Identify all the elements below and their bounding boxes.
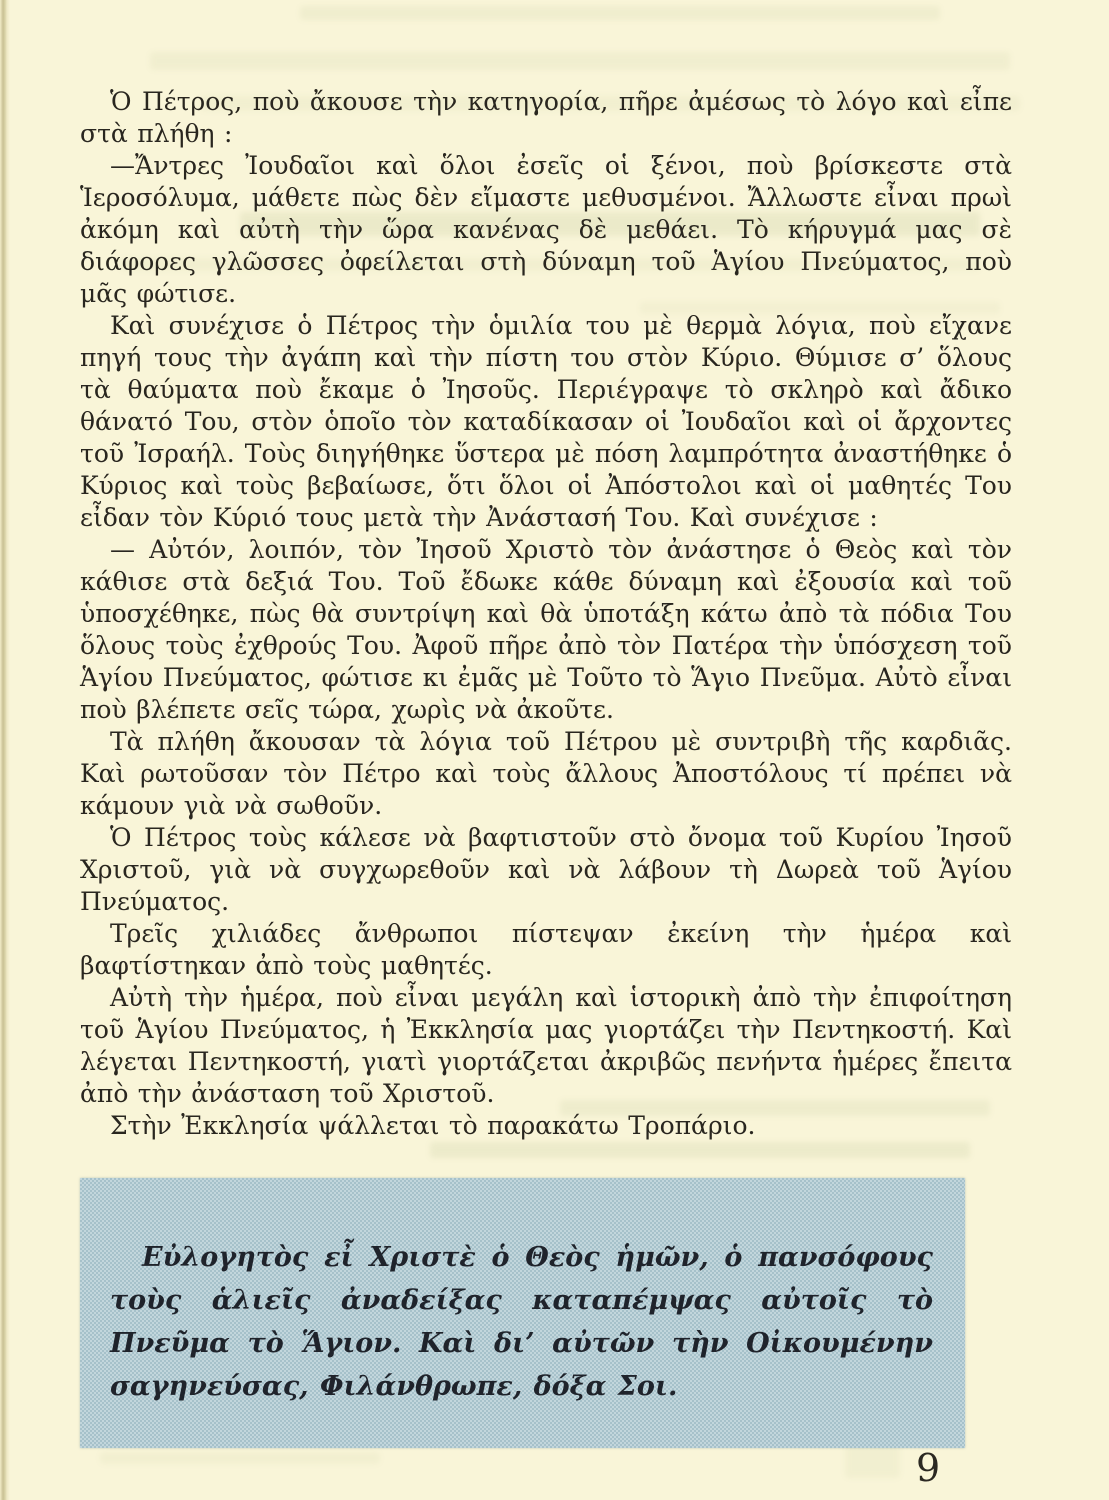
paragraph-1: Ὁ Πέτρος, ποὺ ἄκουσε τὴν κατηγορία, πῆρε ἀμέσως τὸ λόγο καὶ εἶπε στὰ πλήθη : [80, 87, 1012, 148]
paragraph-6: Ὁ Πέτρος τοὺς κάλεσε νὰ βαφτιστοῦν στὸ ὄνομα τοῦ Κυρίου Ἰησοῦ Χριστοῦ, γιὰ νὰ συγχωρεθοῦν καὶ νὰ λάβουν τὴ Δωρεὰ τοῦ Ἁγίου Πνεύματος. [80, 823, 1012, 916]
paragraph-2: —Ἄντρες Ἰουδαῖοι καὶ ὅλοι ἐσεῖς οἱ ξένοι, ποὺ βρίσκεστε στὰ Ἱεροσόλυμα, μάθετε πὼς δὲν εἴμαστε μεθυσμένοι. Ἄλλωστε εἶναι πρωὶ ἀκόμη καὶ αὐτὴ τὴν ὥρα κανένας δὲ μεθάει. Τὸ κήρυγμά μας σὲ διάφορες γλῶσσες ὀφείλεται στὴ δύναμη τοῦ Ἁγίου Πνεύματος, ποὺ μᾶς φώτισε. [80, 151, 1012, 308]
bleedthrough-smudge [300, 6, 940, 20]
troparion-intro: Στὴν Ἐκκλησία ψάλλεται τὸ παρακάτω Τροπάριο. [110, 1111, 756, 1140]
troparion-box [80, 1178, 965, 1448]
paragraph-7: Τρεῖς χιλιάδες ἄνθρωποι πίστεψαν ἐκείνη τὴν ἡμέρα καὶ βαφτίστηκαν ἀπὸ τοὺς μαθητές. [80, 919, 1012, 980]
paragraph-4: — Αὐτόν, λοιπόν, τὸν Ἰησοῦ Χριστὸ τὸν ἀνάστησε ὁ Θεὸς καὶ τὸν κάθισε στὰ δεξιά Του. Τοῦ ἔδωκε κάθε δύναμη καὶ ἐξουσία καὶ τοῦ ὑποσχέθηκε, πὼς θὰ συντρίψη καὶ θὰ ὑποτάξη κάτω ἀπὸ τὰ πόδια Του ὅλους τοὺς ἐχθρούς Του. Ἀφοῦ πῆρε ἀπὸ τὸν Πατέρα τὴν ὑπόσχεση τοῦ Ἁγίου Πνεύματος, φώτισε κι ἐμᾶς μὲ Τοῦτο τὸ Ἅγιο Πνεῦμα. Αὐτὸ εἶναι ποὺ βλέπετε σεῖς τώρα, χωρὶς νὰ ἀκοῦτε. [80, 535, 1012, 724]
paragraph-8: Αὐτὴ τὴν ἡμέρα, ποὺ εἶναι μεγάλη καὶ ἱστορικὴ ἀπὸ τὴν ἐπιφοίτηση τοῦ Ἁγίου Πνεύματος, ἡ Ἐκκλησία μας γιορτάζει τὴν Πεντηκοστή. Καὶ λέγεται Πεντηκοστή, γιατὶ γιορτάζεται ἀκριβῶς πενήντα ἡμέρες ἔπειτα ἀπὸ τὴν ἀνάσταση τοῦ Χριστοῦ. [80, 983, 1012, 1108]
page-number: 9 [916, 1446, 941, 1490]
paragraph-3: Καὶ συνέχισε ὁ Πέτρος τὴν ὁμιλία του μὲ θερμὰ λόγια, ποὺ εἴχανε πηγή τους τὴν ἀγάπη καὶ τὴν πίστη του στὸν Κύριο. Θύμισε σ’ ὅλους τὰ θαύματα ποὺ ἔκαμε ὁ Ἰησοῦς. Περιέγραψε τὸ σκληρὸ καὶ ἄδικο θάνατό Του, στὸν ὁποῖο τὸν καταδίκασαν οἱ Ἰουδαῖοι καὶ οἱ ἄρχοντες τοῦ Ἰσραήλ. Τοὺς διηγήθηκε ὕστερα μὲ πόση λαμπρότητα ἀναστήθηκε ὁ Κύριος καὶ τοὺς βεβαίωσε, ὅτι ὅλοι οἱ Ἀπόστολοι καὶ οἱ μαθητές Του εἶδαν τὸν Κύριό τους μετὰ τὴν Ἀνάστασή Του. Καὶ συνέχισε : [80, 311, 1012, 532]
page-left-edge [0, 0, 10, 1500]
paragraph-5: Τὰ πλήθη ἄκουσαν τὰ λόγια τοῦ Πέτρου μὲ συντριβὴ τῆς καρδιᾶς. Καὶ ρωτοῦσαν τὸν Πέτρο καὶ τοὺς ἄλλους Ἀποστόλους τί πρέπει νὰ κάμουν γιὰ νὰ σωθοῦν. [80, 727, 1012, 820]
bleedthrough-smudge [150, 52, 1010, 70]
body-text [80, 86, 1012, 1448]
troparion-text: Εὐλογητὸς εἶ Χριστὲ ὁ Θεὸς ἡμῶν, ὁ πανσόφους τοὺς ἁλιεῖς ἀναδείξας καταπέμψας αὐτοῖς τὸ Πνεῦμα τὸ Ἅγιον. Καὶ δι’ αὐτῶν τὴν Οἰκουμένην σαγηνεύσας, Φιλάνθρωπε, δόξα Σοι. [110, 1242, 933, 1402]
bleedthrough-smudge [100, 1452, 380, 1464]
